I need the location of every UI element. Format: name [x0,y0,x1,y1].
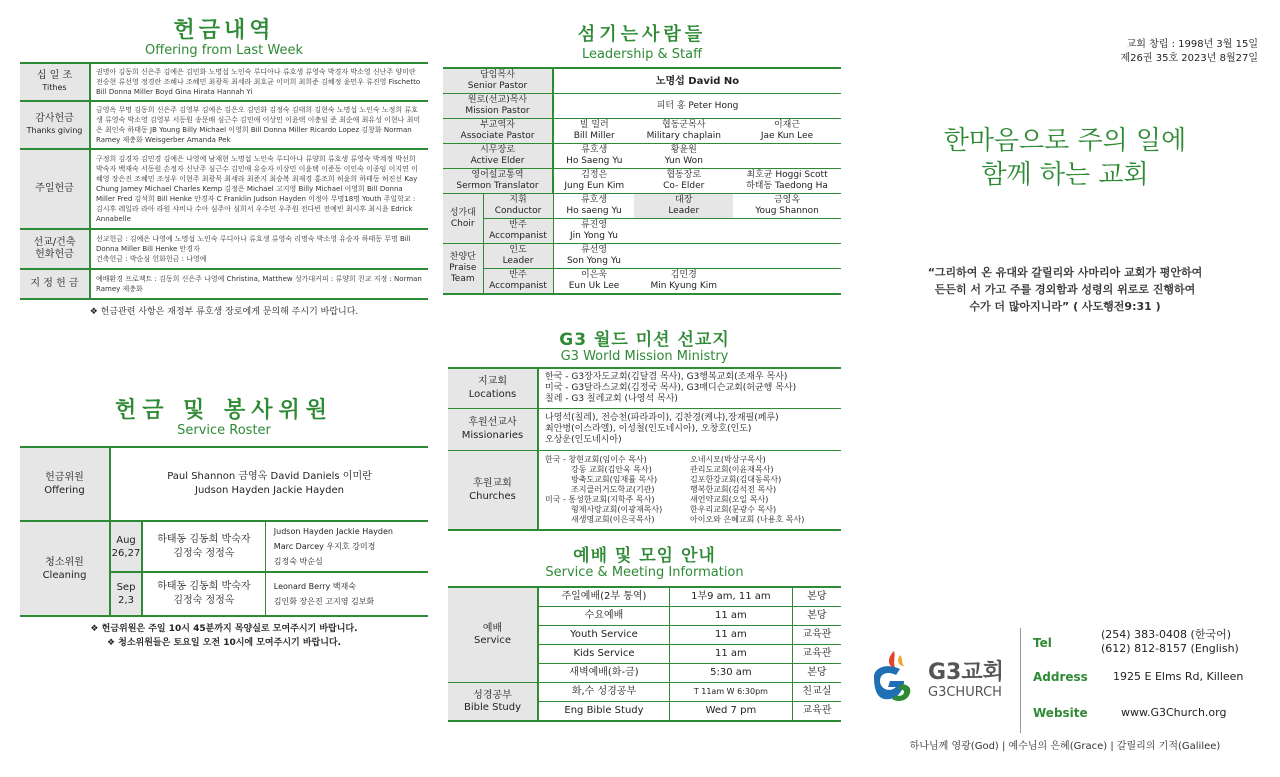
senior-pastor-name: 노명섭 David No [553,68,841,94]
active-elder-row: 시무장로 Active Elder 류호생 Ho Saeng Yu 황윤원 Yun Won [443,144,841,169]
service-place: 본당 [792,587,841,607]
missionary-line: 최안병(이스라엘), 이성철(인도네시아), 오창호(인도) [545,423,752,434]
church-item: 관리도교회(이윤재목사) [690,464,774,474]
motto-line1: 한마음으로 주의 일에 [943,126,1187,156]
church-item: 아이오와 은혜교회 (나용호 목사) [690,514,805,524]
roster-row-cleaning-aug: 청소위원 Cleaning Aug 26,27 하태동 김동희 박숙자 김정숙 정정옥 Judson Hayden Jackie Hayden Marc Darcey 우지호 강미경 김정숙 박순심 [20,521,428,572]
offering-committee-names2: Judson Hayden Jackie Hayden [195,485,344,496]
leadership-title [443,22,841,62]
offering-title-en: Offering from Last Week [145,43,303,58]
praise-accomp-label: 반주 [509,270,527,280]
sunday-names: 구정희 김경자 김민경 김예은 나영예 남재현 노명섭 노인숙 루디아나 류양희 류호생 류영숙 박계정 박선희 박숙자 백재숙 서동원 손정자 신난주 심근수 김민애 유승자 이상민 이윤택 이준동 이인숙 이종임 이지연 이혜영 장은진 조혜민 조성우 이현주 최광묵 최세라 최준지 최승복 최재경 홍조희 허윤희 하태동 허진선 Kay Chung Jamey Michael Charles Kemp 김정은 Michael 고지영 Billy Michael 이영희 Bill Donna Miller Fred 김석희 Bill Henke 안경자 C Franklin Judson Hayden 이정아 무명18명 Youth 주일학교 : 김시후 레일라 라아 라원 샤비나 수아 심주아 심희서 우수민 우주원 전다빈 전예빈 최시후 최시윤 Edrick Annabelle [96,155,418,223]
location-line: 미국 - G3달라스교회(김정국 목사), G3매디슨교회(허균행 목사) [545,382,797,393]
aug-date: Aug 26,27 [110,521,142,572]
address-value: 1925 E Elms Rd, Killeen [1113,670,1244,683]
bible-study-row: 성경공부 Bible Study 화,수 성경공부 T 11am W 6:30pm 친교실 [448,683,841,702]
logo-name: G3교회 [928,660,1004,685]
verse-line2: 든든히 서 가고 주를 경외함과 성령의 위로로 진행하여 [934,283,1196,296]
translator-label: 영어설교통역 [471,170,524,180]
missionary-line: 오상운(인도네시아) [545,434,622,445]
offering-committee-names: Paul Shannon 금영옥 David Daniels 이미란 [167,471,372,482]
offering-row-thanks [20,101,428,149]
missionaries-row: 후원선교사 Missionaries 나영석(칠레), 전승천(파라과이), 김찬경(케냐),장재필(페루) 최안병(이스라엘), 이성철(인도네시아), 오창호(인도) 오상운(인도네시아) [448,408,841,450]
aug-right3: 김정숙 박순심 [273,557,323,566]
church-item: 형제사랑교회(이광재목사) [571,504,663,514]
cleaning-label: 청소위원 [45,556,84,568]
choir-accomp-label: 반주 [509,220,527,230]
service-table [448,586,841,722]
senior-label: 담임목사 [480,70,515,80]
mission-pastor-label: 원로(선교)목사 [467,95,528,105]
church-date-info [1121,38,1258,66]
service-time: T 11am W 6:30pm [669,683,792,702]
church-item: 새생명교회(이은국목사) [571,514,655,524]
churches-label: 후원교회 [473,477,512,489]
roster-title-ko: 헌금 및 봉사위원 [114,398,334,423]
elder2-name: 황윤원 [670,145,697,155]
service-name: Eng Bible Study [538,702,669,722]
churches-right-col [690,455,835,525]
offering-row-mission [20,229,428,269]
roster-title-en: Service Roster [177,423,271,438]
elder1-name: 류호생 [581,145,608,155]
service-name: Kids Service [538,645,669,664]
service-title-en: Service & Meeting Information [545,565,744,580]
church-item: 오네시모(박상구목사) [690,454,766,464]
service-label: 예배 [482,623,503,634]
church-item: 방축도교회(임재률 목사) [571,474,658,484]
roster-note1: ❖ 헌금위원은 주일 10시 45분까지 목양실로 모여주시기 바랍니다. [90,624,358,634]
tel-label: Tel [1033,636,1052,650]
choir-accomp-name: 류진영 [580,220,608,230]
designated-names: 예배환경 프로젝트 : 김동희 신은주 나영예 Christina, Matthew 성가대커피 : 류양희 친교 지정 : Norman Ramey 제충화 [96,275,422,293]
sep-right1: Leonard Berry 백재숙 [273,582,356,591]
service-place: 친교실 [792,683,841,702]
choir-leader-label: 대장 [675,195,693,205]
service-section [448,546,841,722]
thanks-sublabel: Thanks giving [26,126,83,135]
offering-title [20,18,428,58]
sep-names1: 하태동 김동희 박숙자 [157,581,251,592]
service-time: 11 am [669,607,792,626]
service-place: 교육관 [792,702,841,722]
locations-row: 지교회 Locations 한국 - G3장자도교회(김달겸 목사), G3행복교회(조재우 목사) 미국 - G3달라스교회(김정국 목사), G3매디슨교회(허균행 목사) 칠레 - G3 칠레교회 (나영석 목사) [448,368,841,408]
leadership-title-ko: 섬기는사람들 [577,24,707,45]
aug-names2: 김정숙 정정옥 [173,547,235,559]
mission-offering-label: 선교/건축 헌화헌금 [33,237,76,260]
location-line: 한국 - G3장자도교회(김달겸 목사), G3행복교회(조재우 목사) [545,371,788,382]
sep-right2: 김인화 장은진 고지영 김보화 [273,597,375,606]
assoc2-name: 협동군목사 [662,120,706,130]
service-row: 예배 Service 주일예배(2부 통역) 1부9 am, 11 am 본당 [448,587,841,607]
associate-pastor-row: 부교역자 Associate Pastor 빌 밀러 Bill Miller 협동군목사 Military chaplain 이재근 Jae Kun Lee [443,119,841,144]
service-time: 11 am [669,645,792,664]
leadership-table [443,67,841,295]
website-row [1033,706,1088,720]
service-name: 새벽예배(화-금) [538,664,669,683]
translator-row: 영어설교통역 Sermon Translator 김정은 Jung Eun Kim 협동장로 Co- Elder 최호균 Hoggi Scott 하태동 Taedong Ha [443,169,841,194]
service-time: 5:30 am [669,664,792,683]
service-place: 본당 [792,607,841,626]
choir-label: 성가대 [449,207,476,218]
service-name: 화,수 성경공부 [538,683,669,702]
praise-accomp2-name: 김민경 [670,270,697,280]
church-item: 한우리교회(문광수 목사) [690,504,777,514]
service-place: 본당 [792,664,841,683]
sep-names2: 김정숙 정정옥 [173,595,235,606]
logo-subtitle: G3CHURCH [928,685,1002,700]
designated-label: 지 정 헌 금 [30,278,79,289]
translator-name: 김정은 [581,170,608,180]
mission-pastor-name: 피터 홍 Peter Hong [553,94,841,119]
footer-tagline: 하나님께 영광(God) | 예수님의 은혜(Grace) | 갈릴리의 기적(Galilee) [909,741,1221,752]
choir-conductor-row: 성가대 Choir 지휘 Conductor 류호생 Ho saeng Yu 대장 Leader 금영옥 Youg Shannon [443,194,841,219]
location-line: 칠레 - G3 칠레교회 (나영석 목사) [545,393,678,404]
churches-row: 후원교회 Churches 한국 - 창현교회(임이수 목사) 강동 교회(김안욱 목사) 방축도교회(임재률 목사) 조지클러거도학교(기관) 미국 - 통성한교회(지학주 목사) 형제사랑교회(이광재목사) 새생명교회(이은국목사) 오네시모(박상구목사) 관리도교회(이윤재목사) 김포한강교회(김대동목사) 행복한교회(김석전 목사) 새언약교회(오일 목사) 한우리교회(문광수 목사) 아이오와 은혜교회 (나용호 목사) [448,450,841,530]
offering-section [20,18,428,317]
sunday-label: 주일헌금 [35,183,74,194]
offering-committee-label: 헌금위원 [45,472,84,483]
bible-verse [870,264,1260,315]
church-item: 조지클러거도학교(기관) [571,484,655,494]
thanks-names: 금영옥 무명 김동희 신은주 김영부 김예은 김은오 김민화 김정숙 김태희 김현숙 노명섭 노인숙 노정희 류호생 류영숙 박소영 김영부 서동원 송문배 심근수 김민애 이상민 이윤택 이충임 준 최순애 최유성 이현나 최미은 최인숙 하태동 JB Young Billy Michael 이영희 Bill Donna Miller Ricardo Lopez 김창화 Norman Ramey 제충화 Weisgerber Amanda Pek [96,106,421,144]
founded-date: 교회 창립 : 1998년 3월 15일 [1126,39,1258,50]
roster-row-offering: 헌금위원 Offering Paul Shannon 금영옥 David Daniels 이미란 Judson Hayden Jackie Hayden [20,447,428,521]
website-label: Website [1033,706,1088,720]
service-name: 주일예배(2부 통역) [538,587,669,607]
leadership-section [443,22,841,295]
choir-leader-name: 금영옥 [773,195,801,205]
website-link[interactable]: www.G3Church.org [1121,706,1227,719]
mission-title [448,330,841,364]
missionaries-label: 후원선교사 [468,417,517,428]
mission-table [448,367,841,531]
service-time: Wed 7 pm [669,702,792,722]
church-logo [866,645,1026,715]
tel-numbers [1101,628,1261,656]
verse-line1: “그리하여 온 유대와 갈릴리와 사마리아 교회가 평안하여 [927,266,1203,279]
aug-names1: 하태동 김동희 박숙자 [157,533,251,545]
roster-note2: ❖ 청소위원들은 토요일 오전 10시에 모여주시기 바랍니다. [106,638,342,648]
offering-title-ko: 헌금내역 [173,18,275,43]
tel-english[interactable]: (612) 812-8157 (English) [1101,642,1239,655]
church-item: 행복한교회(김석전 목사) [690,484,777,494]
tithes-sublabel: Tithes [42,83,67,92]
church-item: 한국 - 창현교회(임이수 목사) [545,454,647,464]
praise-label: 찬양단 [449,252,476,262]
churches-left-col [545,455,690,525]
roster-table [20,446,428,617]
church-item: 김포한강교회(김대동목사) [690,474,782,484]
aug-right1: Judson Hayden Jackie Hayden [273,527,393,536]
tithes-names: 권명아 김동희 신은주 김예은 김민화 노명섭 노인숙 루디아나 류호생 류영숙 박경자 박소영 신난주 양미란 전승현 류선영 정경란 조혜나 조혜민 최광묵 최세라 최호균 이미희 최희준 김혜정 윤민우 류진영 Fischetto Bill Donna Miller Boyd Gina Hirata Hannah Yi [96,68,421,96]
service-title [448,546,841,580]
mission-offering-names: 선교헌금 : 김예은 나영예 노명섭 노인숙 루디아나 류호생 류영숙 리명숙 박소영 유승자 하태동 무명 Bill Donna Miller Bill Henke 안경자 건축헌금 : 박순심 헌화헌금 : 나영예 [96,235,411,263]
service-name: 수요예배 [538,607,669,626]
praise-leader-label: 인도 [509,245,527,255]
address-row [1033,670,1088,684]
conductor-label: 지휘 [509,195,527,205]
offering-row-tithes [20,63,428,101]
g3-logo-icon [866,647,922,707]
praise-leader-name: 류선영 [580,245,608,255]
bible-study-label: 성경공부 [473,689,512,701]
co-elder-names: 최호균 Hoggi Scott [746,170,828,180]
service-time: 11 am [669,626,792,645]
locations-label: 지교회 [478,376,507,388]
roster-section [20,398,428,648]
motto-line2: 함께 하는 교회 [981,160,1149,190]
assoc1-name: 빌 밀러 [579,120,609,130]
assoc3-name: 이재근 [773,120,801,130]
offering-row-sunday [20,149,428,229]
service-title-ko: 예배 및 모임 안내 [573,546,716,566]
church-item: 강동 교회(김안욱 목사) [571,464,652,474]
praise-accomp1-name: 이은욱 [580,270,608,280]
roster-title [20,398,428,438]
church-motto [870,124,1260,192]
church-item: 새언약교회(오일 목사) [690,494,769,504]
aug-right2: Marc Darcey 우지호 강미경 [273,542,376,551]
leadership-title-en: Leadership & Staff [581,47,703,62]
elder-label: 시무장로 [480,145,515,155]
service-name: Youth Service [538,626,669,645]
thanks-label: 감사헌금 [35,113,74,124]
sep-date: Sep 2,3 [110,572,142,616]
mission-title-en: G3 World Mission Ministry [560,349,729,364]
service-place: 교육관 [792,645,841,664]
tithes-label: 십 일 조 [36,70,73,81]
offering-table [20,62,428,300]
associate-label: 부교역자 [480,120,515,130]
co-elder-label: 협동장로 [666,170,702,180]
mission-pastor-row: 원로(선교)목사 Mission Pastor 피터 홍 Peter Hong [443,94,841,119]
mission-title-ko: G3 월드 미션 선교지 [559,330,730,350]
service-time: 1부9 am, 11 am [669,587,792,607]
praise-accompanist-row: 반주 Accompanist 이은욱 Eun Uk Lee 김민경 Min Kyung Kim [443,269,841,295]
tel-row [1033,636,1052,650]
praise-leader-row: 찬양단 Praise Team 인도 Leader 류선영 Son Yong Yu [443,244,841,269]
issue-number: 제26권 35호 2023년 8월27일 [1120,53,1258,64]
church-item: 미국 - 통성한교회(지학주 목사) [545,494,655,504]
offering-row-designated [20,269,428,299]
mission-section [448,330,841,531]
choir-accompanist-row: 반주 Accompanist 류진영 Jin Yong Yu [443,219,841,244]
service-place: 교육관 [792,626,841,645]
missionary-line: 나영석(칠레), 전승천(파라과이), 김찬경(케냐),장재필(페루) [545,412,779,423]
contact-info [1020,628,1260,733]
verse-line3: 수가 더 많아지니라” ( 사도행전9:31 ) [969,300,1161,313]
offering-note: ❖ 헌금관련 사항은 재정부 류호생 장로에게 문의해 주시기 바랍니다. [89,307,359,317]
address-label: Address [1033,670,1088,684]
tel-korean[interactable]: (254) 383-0408 (한국어) [1101,628,1231,641]
senior-pastor-row: 담임목사 Senior Pastor 노명섭 David No [443,68,841,94]
conductor-name: 류호생 [580,195,608,205]
